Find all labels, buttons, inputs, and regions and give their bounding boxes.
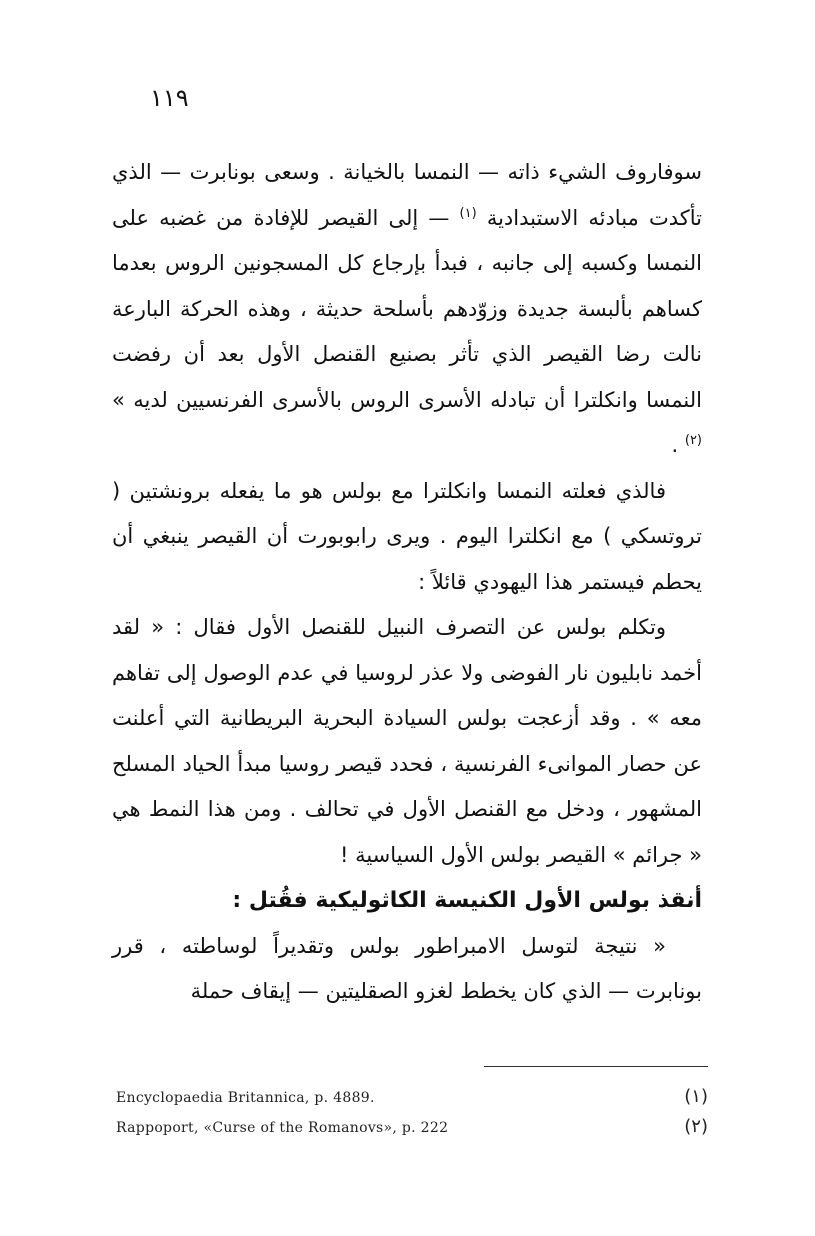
page-number: ١١٩ xyxy=(150,84,189,112)
footnotes xyxy=(116,1086,708,1146)
main-text xyxy=(112,150,702,1015)
footnote-1-text: Encyclopaedia Britannica, p. 4889. xyxy=(116,1090,375,1106)
footnote-2-number: (٢) xyxy=(684,1116,708,1137)
paragraph-3: وتكلم بولس عن التصرف النبيل للقنصل الأول فقال : « لقد أخمد نابليون نار الفوضى ولا عذر لروسيا في عدم الوصول إلى تفاهم معه » . وقد أزعجت بولس السيادة البحرية البريطانية التي أعلنت عن حصار الموانىء الفرنسية ، فحدد قيصر روسيا مبدأ الحياد المسلح المشهور ، ودخل مع القنصل الأول في تحالف . ومن هذا النمط هي « جرائم » القيصر بولس الأول السياسية ! xyxy=(112,615,702,867)
footnote-2-text: Rappoport, «Curse of the Romanovs», p. 222 xyxy=(116,1120,449,1136)
paragraph-1-part-b: — إلى القيصر للإفادة من غضبه على النمسا وكسبه إلى جانبه ، فبدأ بإرجاع كل المسجونين الروس بعدما كساهم بألبسة جديدة وزوّدهم بأسلحة حديثة ، وهذه الحركة البارعة نالت رضا القيصر الذي تأثر بصنيع القنصل الأول بعد أن رفضت النمسا وانكلترا أن تبادله الأسرى الروس بالأسرى الفرنسيين لديه » xyxy=(112,205,702,412)
footnote-ref-2: (٢) xyxy=(684,433,702,448)
footnote-2 xyxy=(116,1116,708,1146)
footnote-ref-1: (١) xyxy=(459,205,477,221)
paragraph-1-part-c: . xyxy=(671,433,679,457)
paragraph-2: فالذي فعلته النمسا وانكلترا مع بولس هو ما يفعله برونشتين ( تروتسكي ) مع انكلترا اليوم . ويرى رابوبورت أن القيصر ينبغي أن يحطم فيستمر هذا اليهودي قائلاً : xyxy=(112,478,702,594)
paragraph-1 xyxy=(112,150,702,469)
paragraph-1-part-a: سوفاروف الشيء ذاته — النمسا بالخيانة . وسعى بونابرت — الذي تأكدت مبادئه الاستبدادية xyxy=(112,160,702,230)
footnote-1 xyxy=(116,1086,708,1116)
section-heading: أنقذ بولس الأول الكنيسة الكاثوليكية فقُتل : xyxy=(232,888,702,913)
footnote-divider xyxy=(484,1066,708,1067)
paragraph-4: « نتيجة لتوسل الامبراطور بولس وتقديراً لوساطته ، قرر بونابرت — الذي كان يخطط لغزو الصقليتين — إيقاف حملة xyxy=(112,933,702,1003)
footnote-1-number: (١) xyxy=(684,1086,708,1107)
